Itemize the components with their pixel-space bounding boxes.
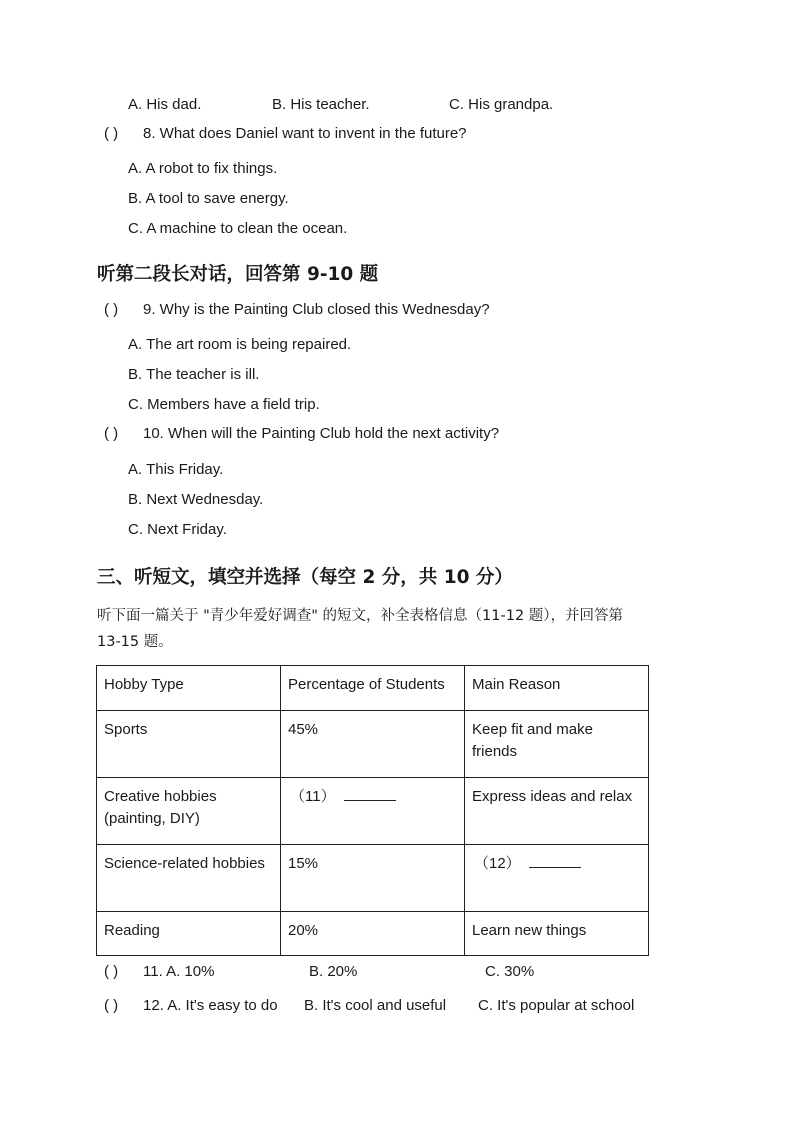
table-row	[97, 912, 649, 956]
q10-option-a: A. This Friday.	[128, 461, 224, 478]
q10-question: 10. When will the Painting Club hold the next activity?	[143, 425, 500, 442]
blank-12-line[interactable]	[529, 853, 581, 868]
table-cell: 20%	[281, 912, 465, 956]
table-cell: Reading	[97, 912, 281, 956]
q11-answer-bracket[interactable]: ( )	[104, 963, 119, 980]
q10-option-b: B. Next Wednesday.	[128, 491, 264, 508]
q11-option-b: B. 20%	[309, 963, 358, 980]
table-header-cell: Hobby Type	[97, 666, 281, 711]
table-cell: Sports	[97, 711, 281, 778]
q9-question: 9. Why is the Painting Club closed this Wednesday?	[143, 301, 490, 318]
table-cell: 15%	[281, 845, 465, 912]
table-cell-blank-11[interactable]	[281, 778, 465, 845]
section3-intro-line2: 13-15 题。	[97, 634, 173, 650]
section3-heading: 三、听短文，填空并选择（每空 2 分，共 10 分）	[97, 567, 513, 588]
section2-heading: 听第二段长对话，回答第 9-10 题	[97, 264, 379, 285]
q7-option-b: B. His teacher.	[272, 96, 370, 113]
q9-answer-bracket[interactable]: ( )	[104, 301, 119, 318]
q8-option-a: A. A robot to fix things.	[128, 160, 278, 177]
q8-answer-bracket[interactable]: ( )	[104, 125, 119, 142]
q9-option-b: B. The teacher is ill.	[128, 366, 260, 383]
q9-option-c: C. Members have a field trip.	[128, 396, 320, 413]
table-row	[97, 845, 649, 912]
section3-intro-line1: 听下面一篇关于 "青少年爱好调查" 的短文，补全表格信息（11-12 题），并回答第	[97, 608, 624, 624]
q11-option-a: 11. A. 10%	[143, 963, 215, 980]
table-cell: Express ideas and relax	[465, 778, 649, 845]
hobby-survey-table	[96, 665, 649, 956]
table-cell: Keep fit and make friends	[465, 711, 649, 778]
q12-option-c: C. It's popular at school	[478, 997, 635, 1014]
q10-option-c: C. Next Friday.	[128, 521, 227, 538]
q10-answer-bracket[interactable]: ( )	[104, 425, 119, 442]
q12-option-b: B. It's cool and useful	[304, 997, 447, 1014]
blank-11-line[interactable]	[344, 786, 396, 801]
table-cell: Science-related hobbies	[97, 845, 281, 912]
blank-11-label: （11）	[290, 788, 336, 805]
q12-answer-bracket[interactable]: ( )	[104, 997, 119, 1014]
q8-question: 8. What does Daniel want to invent in the future?	[143, 125, 467, 142]
table-cell: Learn new things	[465, 912, 649, 956]
table-cell-blank-12[interactable]	[465, 845, 649, 912]
q7-option-a: A. His dad.	[128, 96, 202, 113]
table-header-cell: Main Reason	[465, 666, 649, 711]
q12-option-a: 12. A. It's easy to do	[143, 997, 278, 1014]
q7-option-c: C. His grandpa.	[449, 96, 554, 113]
table-cell: Creative hobbies (painting, DIY)	[97, 778, 281, 845]
q8-option-b: B. A tool to save energy.	[128, 190, 289, 207]
table-header-cell: Percentage of Students	[281, 666, 465, 711]
blank-12-label: （12）	[474, 855, 521, 872]
table-row	[97, 711, 649, 778]
q11-option-c: C. 30%	[485, 963, 535, 980]
table-header-row	[97, 666, 649, 711]
q9-option-a: A. The art room is being repaired.	[128, 336, 352, 353]
table-cell: 45%	[281, 711, 465, 778]
table-row	[97, 778, 649, 845]
q8-option-c: C. A machine to clean the ocean.	[128, 220, 348, 237]
